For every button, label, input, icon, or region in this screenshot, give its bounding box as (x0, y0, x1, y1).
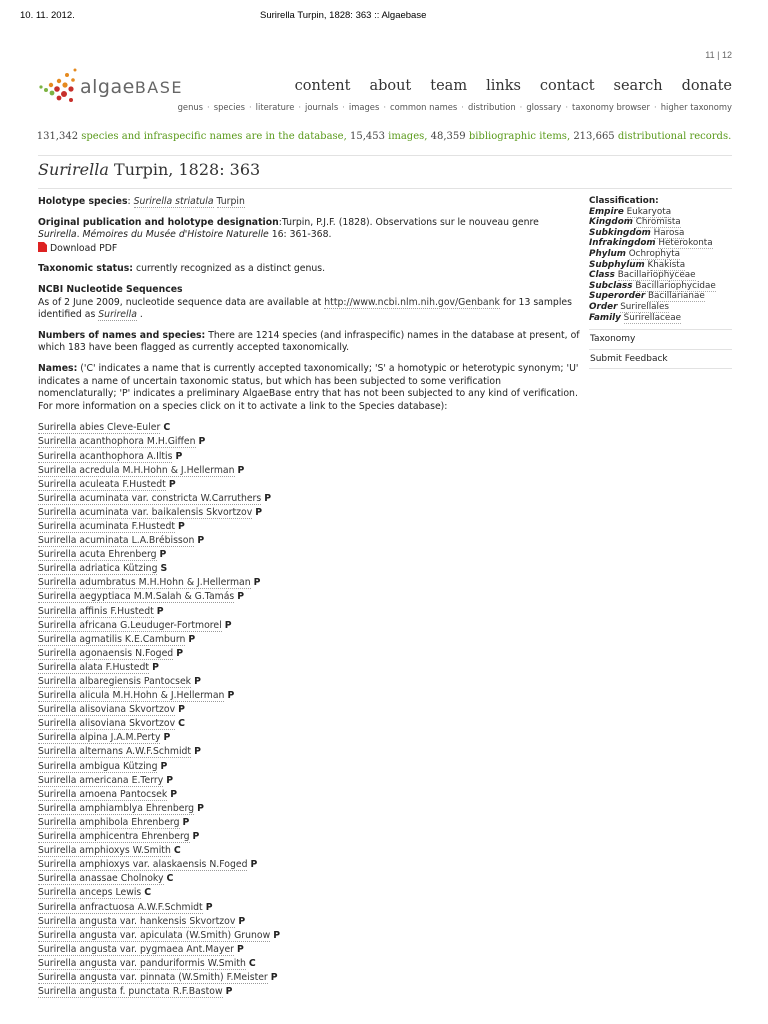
taxonomy-link[interactable]: Taxonomy (589, 330, 732, 350)
species-link[interactable]: Surirella angusta var. pygmaea Ant.Mayer (38, 943, 235, 955)
classification-row (589, 217, 732, 228)
species-link[interactable]: Surirella africana G.Leuduger-Fortmorel (38, 619, 222, 631)
species-link[interactable]: Surirella amoena Pantocsek (38, 788, 168, 800)
rank-label: Empire (589, 206, 624, 217)
status-code: P (168, 478, 176, 490)
divider (38, 155, 732, 156)
species-link[interactable]: Surirella acanthophora A.Iltis (38, 450, 173, 462)
subnav-taxonomy-browser[interactable]: taxonomy browser (572, 102, 651, 112)
species-row (38, 620, 580, 634)
species-row (38, 465, 580, 479)
species-link[interactable]: Surirella angusta var. hankensis Skvortzov (38, 915, 236, 927)
status-code: P (188, 633, 196, 645)
divider (38, 188, 732, 189)
species-row (38, 775, 580, 789)
species-row (38, 451, 580, 465)
species-link[interactable]: Surirella albaregiensis Pantocsek (38, 676, 192, 687)
main-nav (295, 78, 732, 94)
species-link[interactable]: Surirella acanthophora M.H.Giffen (38, 436, 196, 448)
status-code: P (273, 929, 281, 941)
database-stats: 131,342 species and infraspecific names are in the database, 15,453 images, 48,359 bibliographic items, 213,665 distributional records. (36, 131, 732, 142)
status-code: C (144, 887, 152, 899)
page-counter: 11 | 12 (705, 50, 732, 60)
species-row (38, 521, 580, 535)
species-link[interactable]: Surirella agmatilis K.E.Camburn (38, 633, 186, 645)
species-row (38, 902, 580, 916)
status-code: C (173, 845, 181, 857)
species-row (38, 648, 580, 662)
status-code: P (237, 591, 245, 603)
species-row (38, 958, 580, 972)
species-link[interactable]: Surirella alisoviana Skvortzov (38, 704, 176, 716)
status-code: P (255, 506, 263, 518)
rank-value-link[interactable]: Khakista (647, 259, 686, 270)
species-link[interactable]: Surirella acuminata var. baikalensis Skvortzov (38, 506, 253, 518)
species-link[interactable]: Surirella amphibola Ehrenberg (38, 816, 180, 828)
rank-label: Phylum (589, 248, 626, 259)
rank-value-link[interactable]: Eukaryota (626, 206, 672, 217)
status-code: P (197, 535, 205, 547)
status-code: P (253, 577, 261, 589)
numbers-row: Numbers of names and species: There are 1214 species (and infraspecific) names in the database at present, of which 183 have been flagged as currently accepted taxonomically. (38, 329, 580, 354)
nav-links[interactable]: links (486, 78, 521, 94)
submit-feedback-link[interactable]: Submit Feedback (589, 350, 732, 370)
species-row (38, 704, 580, 718)
classification-row (589, 249, 732, 260)
species-link[interactable]: Surirella anassae Cholnoky (38, 873, 164, 885)
ncbi-row: NCBI Nucleotide Sequences As of 2 June 2009, nucleotide sequence data are available at http://www.ncbi.nlm.nih.gov/Genbank for 13 samples identified as Surirella . (38, 283, 572, 321)
species-row (38, 803, 580, 817)
classification-row (589, 207, 732, 218)
status-code: P (264, 492, 272, 504)
species-row (38, 690, 580, 704)
species-row (38, 761, 580, 775)
species-row (38, 944, 580, 958)
species-row (38, 493, 580, 507)
subnav-images[interactable]: images (348, 102, 380, 112)
nav-donate[interactable]: donate (681, 78, 732, 94)
ncbi-genus-link[interactable]: Surirella (98, 309, 137, 321)
holotype-author-link[interactable]: Turpin (216, 196, 245, 207)
classification-row (589, 281, 732, 292)
status-code: P (225, 986, 233, 998)
rank-label: Subphylum (589, 259, 645, 270)
classification-row (589, 238, 732, 249)
species-row (38, 873, 580, 887)
print-header (20, 10, 748, 24)
species-link[interactable]: Surirella acredula M.H.Hohn & J.Hellerman (38, 464, 235, 476)
rank-label: Subkingdom (589, 227, 651, 238)
rank-value-link[interactable]: Heterokonta (658, 238, 713, 249)
sidebar (589, 196, 732, 369)
species-row (38, 606, 580, 620)
holotype-row: Holotype species: Surirella striatula Turpin (38, 196, 245, 207)
algae-dots-logo-icon (38, 66, 82, 106)
status-code: P (194, 676, 201, 687)
status-code: P (170, 788, 178, 800)
species-row (38, 859, 580, 873)
species-row (38, 986, 580, 1000)
classification-row (589, 313, 732, 324)
subnav-glossary[interactable]: glossary (526, 102, 562, 112)
nav-team[interactable]: team (430, 78, 468, 94)
rank-label: Class (589, 270, 615, 281)
species-link[interactable]: Surirella adriatica Kützing (38, 563, 158, 575)
species-row (38, 662, 580, 676)
status-code: P (237, 943, 244, 955)
rank-label: Subclass (589, 280, 633, 291)
species-row (38, 845, 580, 859)
rank-label: Order (589, 301, 618, 312)
species-link[interactable]: Surirella amphiamblya Ehrenberg (38, 802, 195, 814)
subnav-journals[interactable]: journals (305, 102, 339, 112)
rank-label: Superorder (589, 291, 646, 302)
status-code: P (237, 464, 245, 476)
nav-contact[interactable]: contact (539, 78, 595, 94)
species-link[interactable]: Surirella alpina J.A.M.Perty (38, 732, 161, 744)
sub-nav: genus · species · literature · journals · images · common names · distribution · glossary · taxonomy browser · higher taxonomy (177, 102, 732, 112)
status-code: C (163, 422, 171, 434)
page-title: Surirella Turpin, 1828: 363 (38, 160, 261, 179)
species-row (38, 436, 580, 450)
status-code: P (166, 774, 174, 786)
species-row (38, 591, 580, 605)
species-link[interactable]: Surirella anceps Lewis (38, 887, 142, 899)
status-code: S (160, 563, 168, 575)
species-link[interactable]: Surirella agonaensis N.Foged (38, 647, 174, 659)
status-code: P (270, 971, 278, 983)
species-link[interactable]: Surirella angusta var. pinnata (W.Smith) F.Meister (38, 971, 268, 983)
rank-value-link[interactable]: Surirellales (620, 301, 669, 312)
nav-content[interactable]: content (294, 78, 351, 94)
species-row (38, 718, 580, 732)
species-link[interactable]: Surirella ambigua Kützing (38, 760, 158, 772)
species-link[interactable]: Surirella acuminata F.Hustedt (38, 520, 176, 532)
species-row (38, 887, 580, 901)
status-code: P (205, 901, 213, 913)
status-code: P (192, 831, 200, 843)
species-link[interactable]: Surirella alisoviana Skvortzov (38, 718, 176, 730)
species-link[interactable]: Surirella amphicentra Ehrenberg (38, 831, 190, 843)
logo-wordmark: algaeBASE (80, 76, 184, 98)
download-pdf-link[interactable]: Download PDF (38, 243, 117, 254)
subnav-higher-taxonomy[interactable]: higher taxonomy (660, 102, 732, 112)
subnav-distribution[interactable]: distribution (467, 102, 516, 112)
species-row (38, 577, 580, 591)
status-code: P (182, 816, 190, 828)
subnav-genus[interactable]: genus (177, 102, 204, 112)
species-row (38, 817, 580, 831)
status-code: C (178, 718, 185, 730)
status-code: P (175, 450, 183, 462)
subnav-common-names[interactable]: common names (390, 102, 458, 112)
rank-value-link[interactable]: Harosa (653, 227, 685, 238)
nav-about[interactable]: about (369, 78, 412, 94)
species-link[interactable]: Surirella angusta var. panduriformis W.Smith (38, 957, 246, 969)
species-link[interactable]: Surirella alata F.Hustedt (38, 661, 150, 673)
species-link[interactable]: Surirella acuminata var. constricta W.Carruthers (38, 492, 262, 504)
pdf-icon (38, 242, 47, 252)
species-link[interactable]: Surirella angusta var. apiculata (W.Smith) Grunow (38, 929, 271, 941)
rank-label: Family (589, 312, 621, 323)
status-code: P (238, 915, 246, 927)
species-row (38, 563, 580, 577)
subnav-literature[interactable]: literature (255, 102, 295, 112)
rank-value-link[interactable]: Bacillarianae (647, 291, 705, 302)
species-link[interactable]: Surirella aegyptiaca M.M.Salah & G.Tamás (38, 591, 235, 603)
status-code: P (176, 647, 184, 659)
species-row (38, 535, 580, 549)
species-link[interactable]: Surirella anfractuosa A.W.F.Schmidt (38, 901, 203, 913)
status-code: P (178, 704, 185, 716)
species-list (38, 422, 580, 1000)
species-row (38, 422, 580, 436)
species-link[interactable]: Surirella amphioxys var. alaskaensis N.Foged (38, 859, 248, 871)
rank-value-link[interactable]: Ochrophyta (628, 248, 681, 259)
status-code: P (178, 520, 185, 532)
species-link[interactable]: Surirella aculeata F.Hustedt (38, 478, 166, 490)
algaebase-logo[interactable] (38, 66, 218, 106)
classification-heading: Classification: (589, 196, 659, 206)
species-row (38, 930, 580, 944)
status-code: P (152, 661, 159, 673)
sidebar-links (589, 329, 732, 369)
classification-list (589, 207, 732, 324)
species-row (38, 916, 580, 930)
status-code: P (160, 760, 168, 772)
status-code: P (198, 436, 206, 448)
classification-row (589, 260, 732, 271)
status-code: P (163, 732, 171, 744)
taxonomic-status-row: Taxonomic status: currently recognized as a distinct genus. (38, 263, 326, 275)
species-row (38, 479, 580, 493)
species-row (38, 549, 580, 563)
species-link[interactable]: Surirella acuminata L.A.Brébisson (38, 535, 195, 547)
classification-row (589, 291, 732, 302)
status-code: P (227, 690, 235, 702)
species-row (38, 507, 580, 521)
species-link[interactable]: Surirella affinis F.Hustedt (38, 605, 154, 617)
rank-value-link[interactable]: Surirellaceae (623, 312, 682, 323)
classification-row (589, 270, 732, 281)
species-row (38, 789, 580, 803)
print-page-title: Surirella Turpin, 1828: 363 :: Algaebase (260, 10, 427, 21)
classification-row (589, 228, 732, 239)
species-row (38, 732, 580, 746)
status-code: P (197, 802, 204, 814)
species-link[interactable]: Surirella alternans A.W.F.Schmidt (38, 746, 192, 758)
rank-value-link[interactable]: Chromista (635, 217, 681, 228)
status-code: P (250, 859, 258, 871)
species-link[interactable]: Surirella abies Cleve-Euler (38, 422, 161, 434)
rank-value-link[interactable]: Bacillariophycidae (635, 280, 716, 291)
species-link[interactable]: Surirella adumbratus M.H.Hohn & J.Hellerman (38, 577, 251, 589)
species-row (38, 676, 580, 690)
status-code: P (194, 746, 201, 758)
species-row (38, 831, 580, 845)
species-row (38, 972, 580, 986)
main-content (38, 196, 580, 1000)
species-link[interactable]: Surirella acuta Ehrenberg (38, 549, 157, 561)
status-code: P (224, 619, 232, 631)
subnav-species[interactable]: species (213, 102, 245, 112)
species-link[interactable]: Surirella americana E.Terry (38, 774, 164, 786)
print-date: 10. 11. 2012. (20, 10, 75, 21)
genbank-link[interactable]: http://www.ncbi.nlm.nih.gov/Genbank (324, 296, 500, 308)
status-code: C (248, 957, 256, 969)
status-code: C (166, 873, 174, 885)
species-row (38, 746, 580, 760)
publication-row: Original publication and holotype designation:Turpin, P.J.F. (1828). Observations sur le nouveau genre Surirella. Mémoires du Musée d'Histoire Naturelle 16: 361-368. Download PDF (38, 216, 539, 254)
rank-value-link[interactable]: Bacillariophyceae (617, 270, 696, 281)
holotype-species-link[interactable]: Surirella striatula (133, 196, 214, 207)
species-link[interactable]: Surirella alicula M.H.Hohn & J.Hellerman (38, 690, 225, 702)
rank-label: Infrakingdom (589, 238, 656, 249)
species-row (38, 634, 580, 648)
species-link[interactable]: Surirella amphioxys W.Smith (38, 845, 171, 857)
classification-row (589, 302, 732, 313)
nav-search[interactable]: search (613, 78, 663, 94)
status-code: P (159, 549, 167, 561)
rank-label: Kingdom (589, 217, 633, 228)
status-code: P (156, 605, 164, 617)
names-legend: Names: ('C' indicates a name that is currently accepted taxonomically; 'S' a homotypic or heterotypic synonym; 'U' indicates a name of uncertain taxonomic status, but which has been subjected to some verification nomenclaturally; 'P' indicates a preliminary AlgaeBase entry that has not been subjected to any kind of verification. For more information on a species click on it to activate a link to the Species database): (38, 362, 579, 412)
species-link[interactable]: Surirella angusta f. punctata R.F.Bastow (38, 986, 223, 998)
